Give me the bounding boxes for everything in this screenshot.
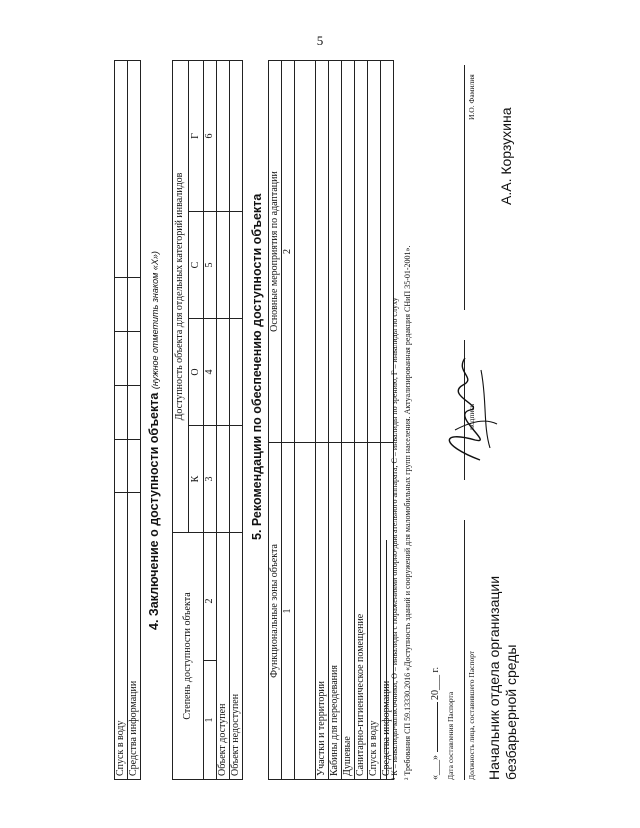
table-row bbox=[128, 61, 141, 780]
date-caption: Дата составления Паспорта bbox=[446, 691, 455, 780]
date-line: «___» 20___ г. bbox=[430, 667, 441, 780]
recommendations-table: Функциональные зоны объекта Основные мероприятия по адаптации 1 2 Участки и территории Кабины для переодевания Душевые Санитарно-гигиеническое помещение Спуск в воду Средства информации bbox=[268, 60, 394, 780]
rotated-sheet bbox=[110, 60, 540, 780]
handwritten-signature bbox=[435, 350, 505, 470]
section4-note: (нужное отметить знаком «Х») bbox=[150, 251, 160, 390]
table-cell: Средства информации bbox=[128, 493, 141, 780]
footnote-1: ¹ К – инвалиды-колясочники, О – инвалиды с поражениями опорно-двигательного аппарата, С – инвалиды по зрению, Г – инвалиды по слуху bbox=[390, 297, 399, 780]
col-header-measures: Основные мероприятия по адаптации bbox=[269, 61, 282, 443]
table-row: Кабины для переодевания bbox=[329, 61, 342, 780]
top-table bbox=[114, 60, 141, 780]
page-number: 5 bbox=[316, 33, 324, 48]
section5-title: 5. Рекомендации по обеспечению доступности объекта bbox=[250, 193, 264, 540]
table-cell: Спуск в воду bbox=[115, 493, 128, 780]
signer-name: А.А. Корзухина bbox=[498, 107, 514, 205]
col-header-degree: Степень доступности объекта bbox=[173, 533, 204, 780]
table-row: Участки и территории bbox=[316, 61, 329, 780]
conclusion-table: Степень доступности объекта Доступность объекта для отдельных категорий инвалидов К О С Г 12 3 4 5 6 Объект доступен Объект недоступен bbox=[172, 60, 243, 780]
name-caption: И.О. Фамилия bbox=[467, 74, 476, 120]
position-caption: Должность лица, составившего Паспорт bbox=[467, 650, 476, 780]
footnote-2: ² Требования СП 59.13330.2016 «Доступность зданий и сооружений для маломобильных групп населения. Актуализированная редакция СНиП 35-01-2001». bbox=[403, 245, 412, 780]
table-row: Объект недоступен bbox=[230, 61, 243, 780]
table-row: Душевые bbox=[342, 61, 355, 780]
signer-position: Начальник отдела организации безбарьерной среды bbox=[486, 575, 519, 780]
table-row: Средства информации bbox=[381, 61, 394, 780]
section4-title: 4. Заключение о доступности объекта (нужное отметить знаком «Х») bbox=[147, 251, 161, 630]
footnote-divider bbox=[386, 540, 387, 780]
table-row: Объект доступен bbox=[217, 61, 230, 780]
col-header-zones: Функциональные зоны объекта bbox=[269, 443, 282, 780]
table-row bbox=[115, 61, 128, 780]
table-row: Спуск в воду bbox=[368, 61, 381, 780]
col-header-availability: Доступность объекта для отдельных категорий инвалидов bbox=[173, 61, 189, 533]
sign-caption: подпись bbox=[467, 403, 476, 430]
table-row: Санитарно-гигиеническое помещение bbox=[355, 61, 368, 780]
